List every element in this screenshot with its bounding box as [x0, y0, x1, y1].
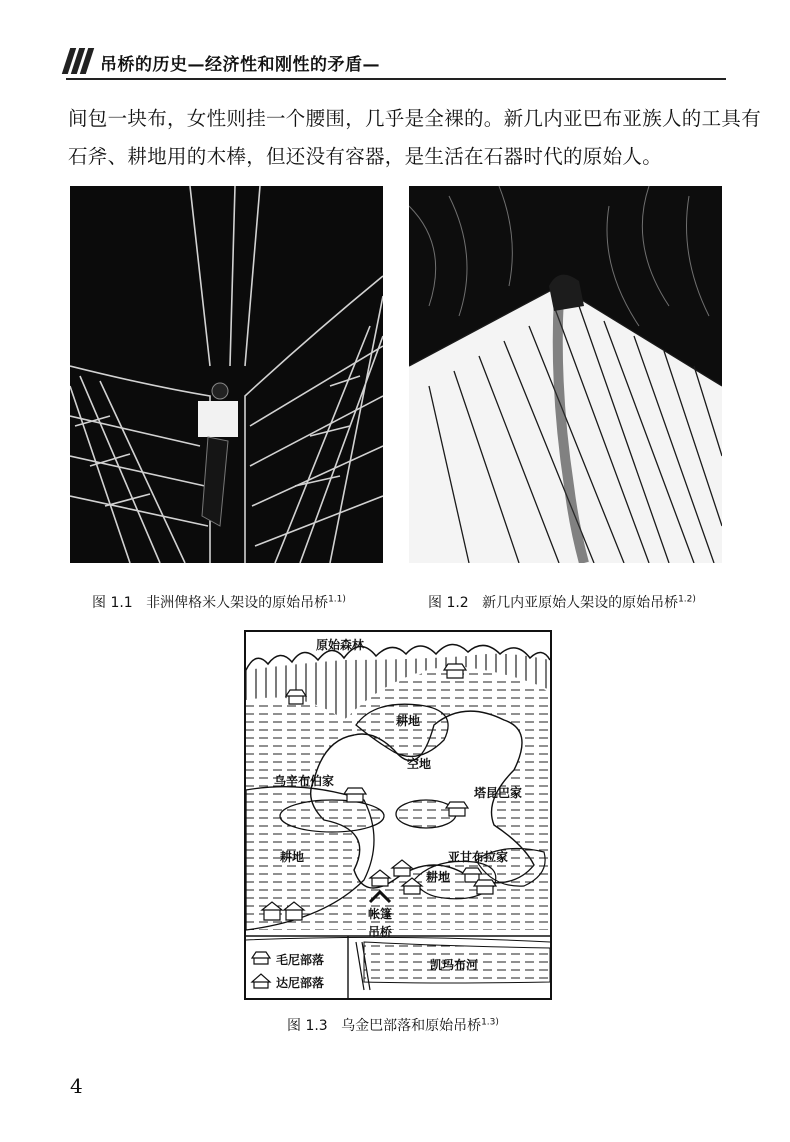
- figure-caption-text: 非洲俾格米人架设的原始吊桥: [146, 595, 329, 611]
- legend-house-label: 毛尼部落: [276, 953, 325, 967]
- body-paragraph: [68, 100, 762, 176]
- figure-ref: 1.2): [678, 594, 696, 605]
- map-label-clearing: 空地: [407, 757, 432, 771]
- paragraph-line: 间包一块布，女性则挂一个腰围，几乎是全裸的。新几内亚巴布亚族人的工具有: [68, 107, 762, 130]
- map-label-wuxinbu: 乌辛布伯家: [274, 774, 335, 788]
- figure-number: 图 1.2: [428, 595, 469, 611]
- map-label-field: 耕地: [426, 870, 451, 884]
- figure-caption-text: 乌金巴部落和原始吊桥: [341, 1018, 482, 1034]
- figure-ref: 1.1): [328, 594, 346, 605]
- map-label-yaganbula: 亚甘布拉家: [448, 850, 509, 864]
- paragraph-line: 石斧、耕地用的木棒，但还没有容器，是生活在石器时代的原始人。: [68, 145, 663, 168]
- running-header: [66, 42, 726, 82]
- figure-ref: 1.3): [481, 1017, 499, 1028]
- figure-number: 图 1.1: [92, 595, 133, 611]
- photo-newguinea-bridge: [409, 186, 722, 563]
- map-label-bridge: 吊桥: [368, 925, 393, 939]
- map-label-field: 耕地: [280, 850, 305, 864]
- figure-1-caption: [92, 592, 346, 612]
- figure-3-caption: [287, 1015, 499, 1035]
- map-label-tarunba: 塔昆巴家: [474, 786, 523, 800]
- photo-pygmy-bridge: [70, 186, 383, 563]
- page-number: 4: [70, 1074, 83, 1098]
- map-label-forest: 原始森林: [316, 638, 365, 652]
- map-label-tent: 帐篷: [368, 907, 393, 921]
- figure-number: 图 1.3: [287, 1018, 328, 1034]
- figure-caption-text: 新几内亚原始人架设的原始吊桥: [482, 595, 679, 611]
- village-map: [244, 630, 552, 1000]
- header-bars-icon: [66, 48, 93, 78]
- header-title: 吊桥的历史—经济性和刚性的矛盾—: [100, 55, 380, 75]
- map-label-field: 耕地: [396, 714, 421, 728]
- legend-hut-label: 达尼部落: [276, 976, 325, 990]
- header-rule: [66, 78, 726, 80]
- figure-2-caption: [428, 592, 696, 612]
- map-label-river: 凯玛布河: [430, 958, 479, 972]
